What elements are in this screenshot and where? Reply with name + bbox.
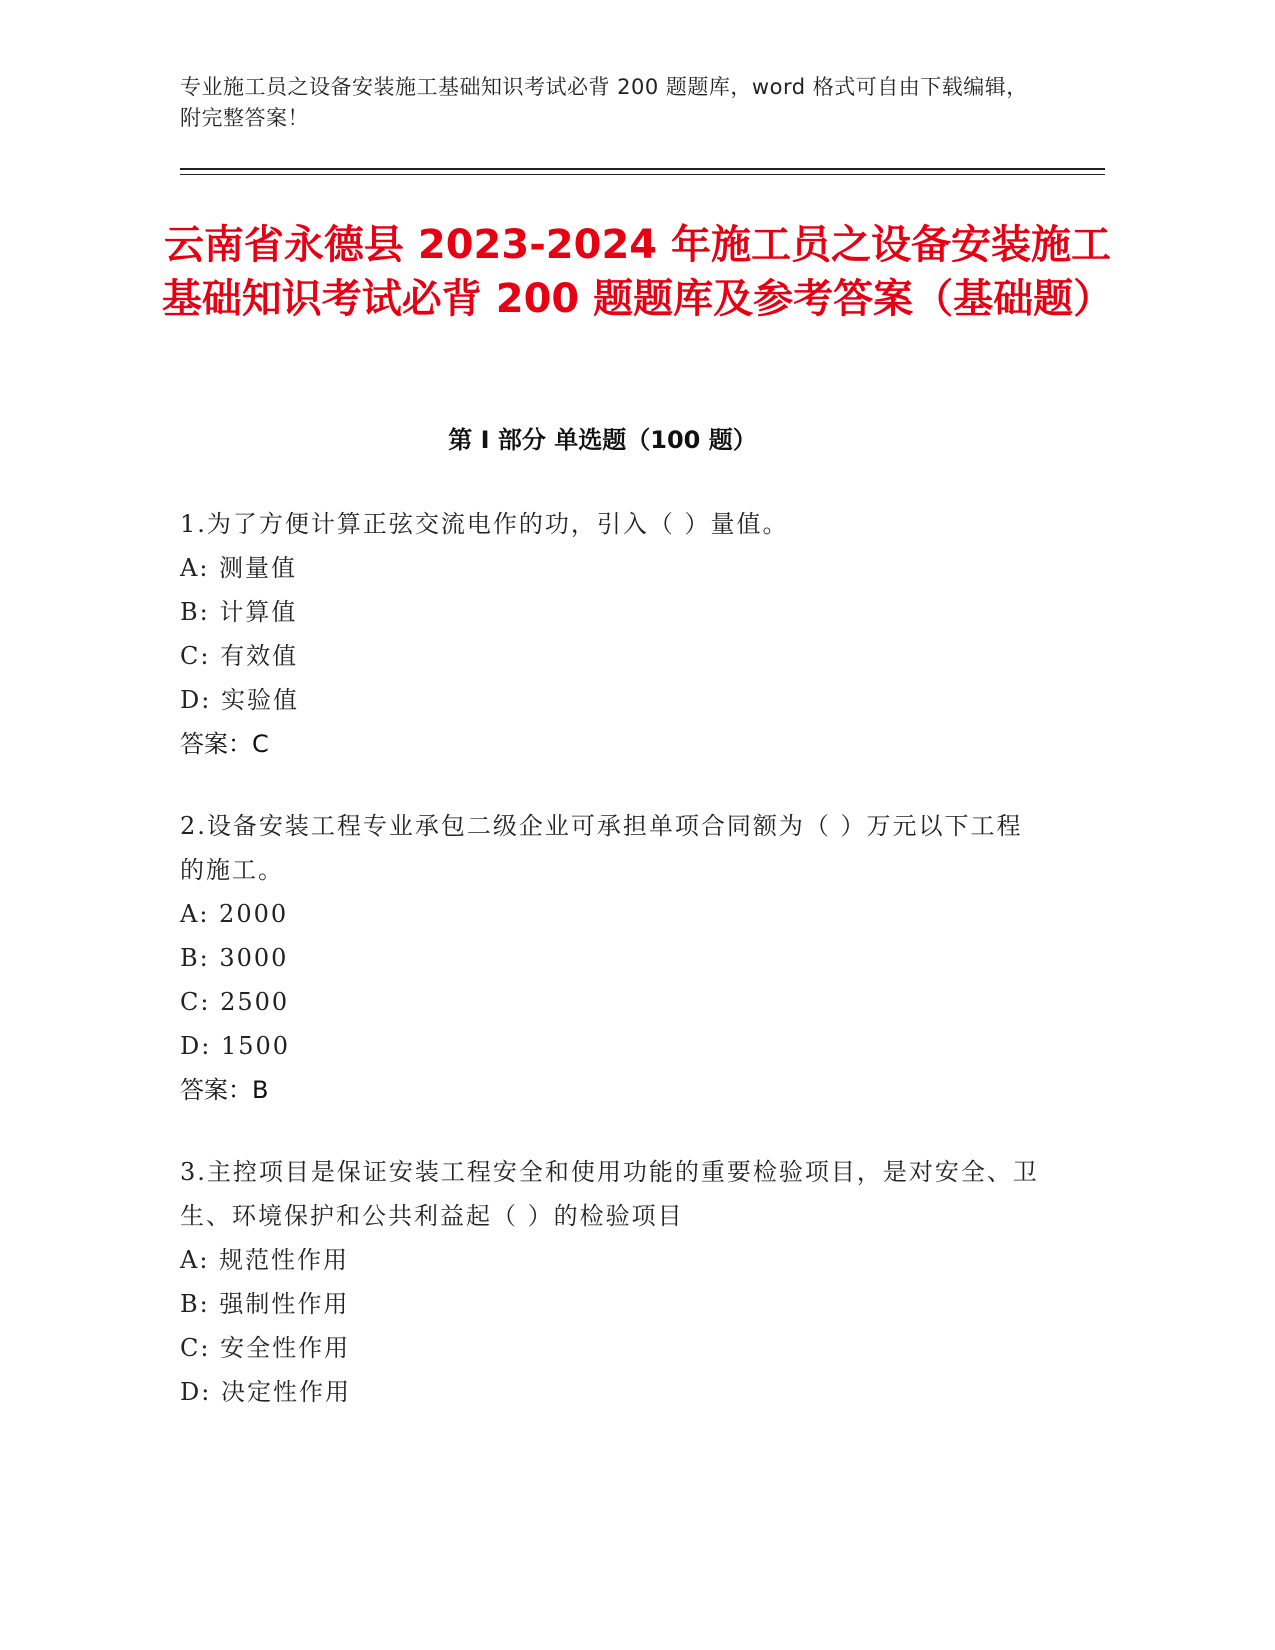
- header-note: 专业施工员之设备安装施工基础知识考试必背 200 题题库，word 格式可自由下载编辑，附完整答案！: [180, 75, 1028, 130]
- header-divider-thick: [180, 168, 1105, 170]
- question-answer: 答案：B: [180, 1076, 269, 1104]
- option-b: B: 计算值: [180, 598, 298, 626]
- option-d: D: 实验值: [180, 686, 299, 714]
- question-1: [180, 502, 1040, 766]
- option-c: C: 有效值: [180, 642, 299, 670]
- option-c: C: 2500: [180, 988, 290, 1016]
- option-a: A: 测量值: [180, 554, 298, 582]
- question-answer: 答案：C: [180, 730, 269, 758]
- document-title: 云南省永德县 2023-2024 年施工员之设备安装施工基础知识考试必背 200 题题库及参考答案（基础题）: [161, 222, 1114, 322]
- option-d: D: 决定性作用: [180, 1378, 351, 1406]
- question-list: [180, 502, 1040, 1452]
- question-2: [180, 804, 1040, 1112]
- question-stem: 3.主控项目是保证安装工程安全和使用功能的重要检验项目，是对安全、卫生、环境保护和公共利益起（ ）的检验项目: [180, 1158, 1039, 1230]
- section-heading: 第 I 部分 单选题（100 题）: [448, 426, 757, 454]
- option-b: B: 3000: [180, 944, 289, 972]
- question-stem: 2.设备安装工程专业承包二级企业可承担单项合同额为（ ）万元以下工程的施工。: [180, 812, 1023, 884]
- option-a: A: 2000: [180, 900, 289, 928]
- option-d: D: 1500: [180, 1032, 291, 1060]
- option-c: C: 安全性作用: [180, 1334, 351, 1362]
- option-a: A: 规范性作用: [180, 1246, 350, 1274]
- question-stem: 1.为了方便计算正弦交流电作的功，引入（ ）量值。: [180, 510, 789, 538]
- header-divider-thin: [180, 174, 1105, 175]
- question-3: [180, 1150, 1040, 1414]
- option-b: B: 强制性作用: [180, 1290, 350, 1318]
